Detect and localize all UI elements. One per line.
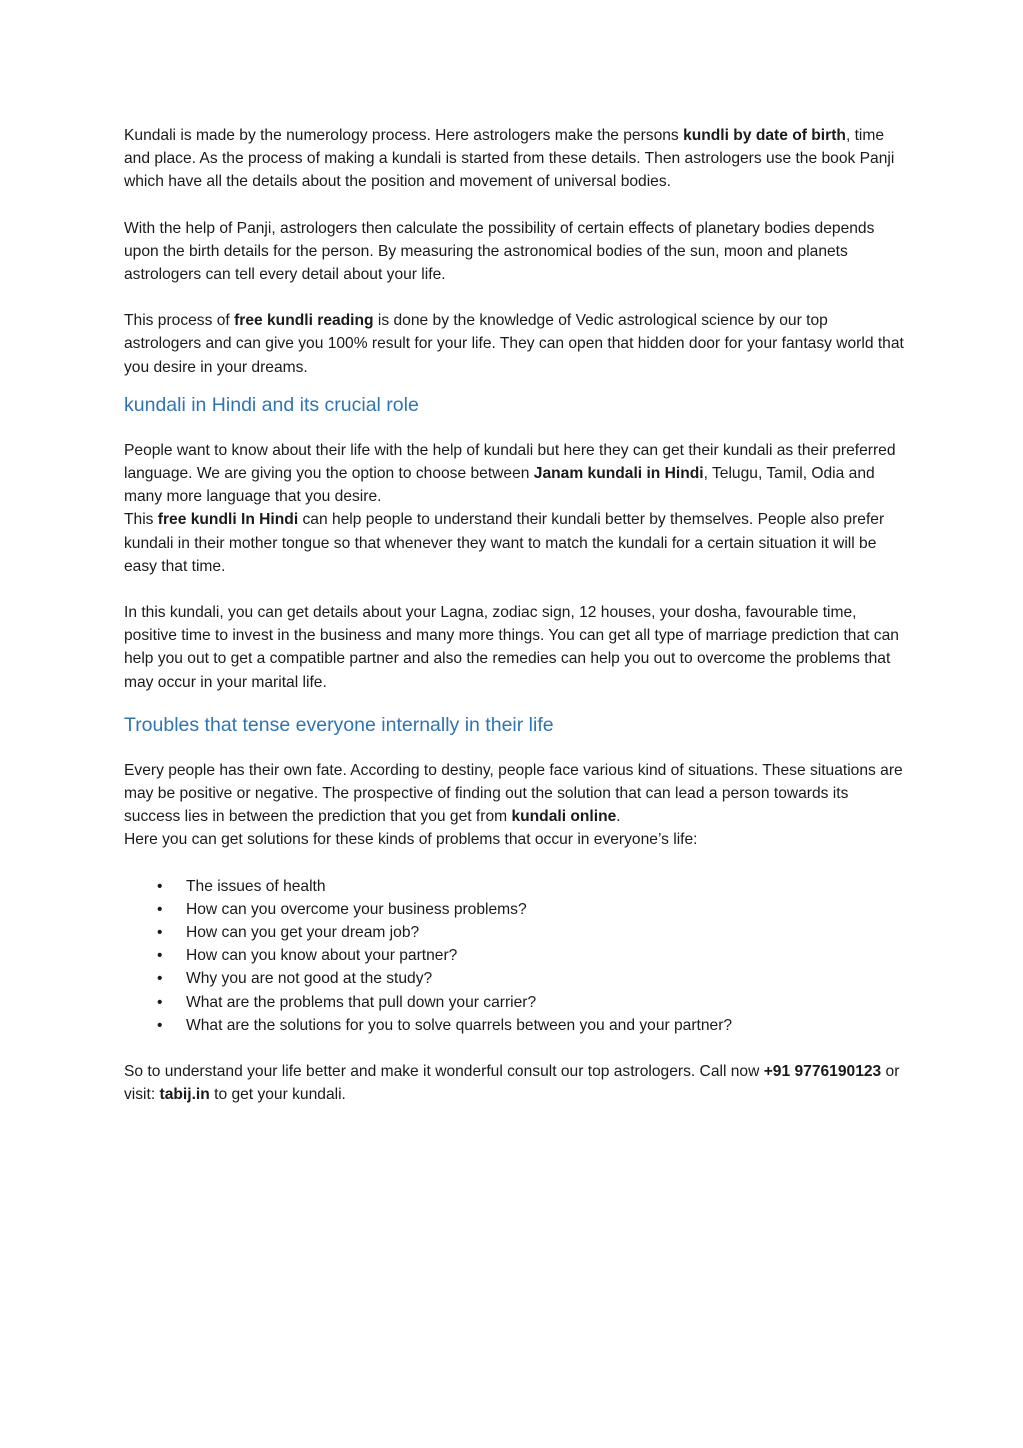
text: , time and place. As the process of making a kundali is started from these details. Then astrologers use the book Panji which have all the details about the position and movement of universal bodies. — [124, 127, 895, 191]
list-item: • The issues of health — [124, 875, 904, 898]
text: . — [616, 808, 621, 826]
text: to get your kundali. — [209, 1086, 346, 1104]
paragraph-free-reading — [124, 309, 904, 379]
bold-text: free kundli reading — [234, 312, 374, 330]
document-page — [124, 124, 904, 1107]
text: can help people to understand their kundali better by themselves. People also prefer kundali in their mother tongue so that whenever they want to match the kundali for a certain situation it will be easy that time. — [124, 511, 885, 575]
list-item: • Why you are not good at the study? — [124, 967, 904, 990]
bullet-icon: • — [157, 947, 163, 965]
section-heading-hindi: kundali in Hindi and its crucial role — [124, 393, 419, 416]
text: or visit: — [124, 1063, 900, 1104]
text: Every people has their own fate. According to destiny, people face various kind of situations. These situations are may be positive or negative. The prospective of finding out the solution that can lead a person towards its success lies in between the prediction that you get from — [124, 761, 903, 826]
bold-text: kundli by date of birth — [683, 127, 846, 144]
bullet-icon: • — [157, 900, 163, 918]
website-link[interactable]: tabij.in — [159, 1086, 210, 1104]
paragraph-panji: With the help of Panji, astrologers then calculate the possibility of certain effects of planetary bodies depends upon the birth details for the person. By measuring the astronomical bodies of the sun, moon and planets astrologers can tell every detail about your life. — [124, 219, 875, 284]
bullet-icon: • — [157, 924, 163, 942]
paragraph-intro — [124, 124, 904, 194]
section-heading-troubles: Troubles that tense everyone internally in their life — [124, 713, 554, 736]
text: This process of — [124, 312, 235, 330]
list-item: • What are the solutions for you to solve quarrels between you and your partner? — [124, 1014, 904, 1037]
bullet-icon: • — [157, 970, 163, 988]
list-item: • How can you get your dream job? — [124, 921, 904, 944]
phone-number: +91 9776190123 — [763, 1063, 882, 1081]
text: Kundali is made by the numerology process. Here astrologers make the persons — [124, 127, 684, 144]
problems-list — [124, 875, 904, 1037]
paragraph-details: In this kundali, you can get details about your Lagna, zodiac sign, 12 houses, your dosha, favourable time, positive time to invest in the business and many more things. You can get all type of marriage prediction that can help you out to get a compatible partner and also the remedies can help you out to overcome the problems that may occur in your marital life. — [124, 604, 899, 691]
text: This — [124, 511, 158, 529]
bullet-icon: • — [157, 993, 163, 1011]
paragraph-call-to-action — [124, 1060, 904, 1106]
list-item: • How can you overcome your business problems? — [124, 898, 904, 921]
list-item: • What are the problems that pull down your carrier? — [124, 991, 904, 1014]
text: People want to know about their life with the help of kundali but here they can get their kundali as their preferred language. We are giving you the option to choose between — [124, 441, 896, 483]
text: , Telugu, Tamil, Odia and many more language that you desire. — [124, 465, 875, 506]
paragraph-fate — [124, 759, 904, 829]
bold-text: Janam kundali in Hindi — [533, 465, 704, 483]
bold-text: free kundli In Hindi — [157, 511, 299, 529]
bold-text: kundali online — [511, 808, 617, 826]
bullet-icon: • — [157, 877, 163, 895]
list-item: • How can you know about your partner? — [124, 944, 904, 967]
paragraph-hindi-kundli — [124, 508, 904, 578]
text: So to understand your life better and make it wonderful consult our top astrologers. Call now — [124, 1063, 764, 1081]
paragraph-solutions-intro: Here you can get solutions for these kinds of problems that occur in everyone’s life: — [124, 831, 698, 849]
text: is done by the knowledge of Vedic astrological science by our top astrologers and can give you 100% result for your life. They can open that hidden door for your fantasy world that you desire in your dreams. — [124, 312, 904, 376]
paragraph-language — [124, 439, 904, 509]
bullet-icon: • — [157, 1016, 163, 1034]
